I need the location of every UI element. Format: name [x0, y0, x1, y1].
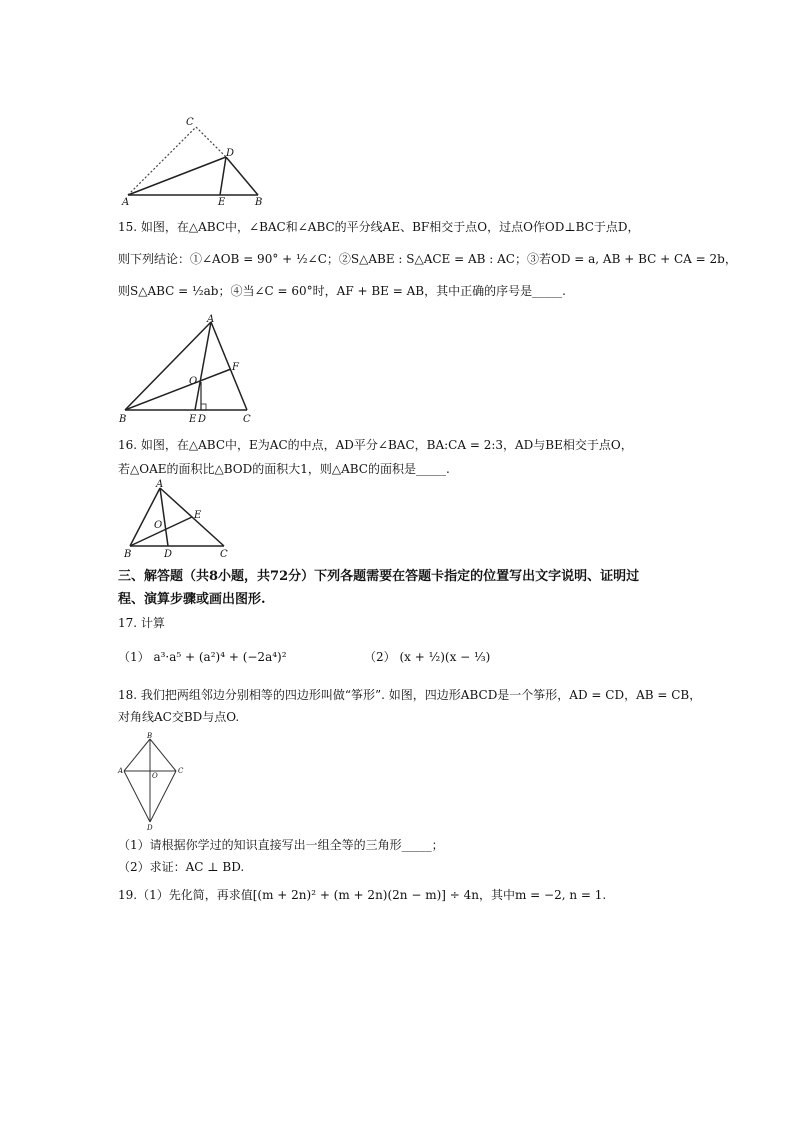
section-3-heading-line-2: 程、演算步骤或画出图形.	[118, 592, 266, 607]
q16-label-B: B	[124, 549, 132, 560]
figure-q15	[115, 314, 265, 426]
q18-line-2: 对角线AC交BD与点O.	[118, 710, 240, 724]
q17-title: 17. 计算	[118, 616, 165, 630]
q16-label-C: C	[220, 549, 228, 560]
q19-line-1: 19.（1）先化简，再求值[(m + 2n)² + (m + 2n)(2n − m)] ÷ 4n，其中m = −2, n = 1.	[118, 888, 607, 902]
label-D: D	[226, 148, 235, 159]
q15-label-D: D	[198, 414, 207, 425]
q18-label-C: C	[178, 767, 184, 775]
q18-sub-2: （2）求证：AC ⊥ BD.	[118, 860, 245, 874]
q16-label-D: D	[164, 549, 173, 560]
q16-label-E: E	[194, 510, 202, 521]
q17-part-1: （1） a³·a⁵ + (a²)⁴ + (−2a⁴)²	[118, 650, 287, 664]
q16-label-A: A	[156, 479, 164, 490]
label-E: E	[218, 197, 226, 208]
q18-label-D: D	[147, 824, 153, 832]
label-C: C	[186, 117, 194, 128]
q15-label-O: O	[189, 376, 198, 387]
q18-line-1: 18. 我们把两组邻边分别相等的四边形叫做“筝形”. 如图，四边形ABCD是一个筝形，AD = CD，AB = CB，	[118, 688, 702, 702]
q17-part-2: （2） (x + ½)(x − ⅓)	[364, 650, 491, 664]
q18-label-A: A	[118, 767, 124, 775]
q15-label-E: E	[189, 414, 197, 425]
q15-label-F: F	[232, 362, 239, 373]
q16-line-1: 16. 如图，在△ABC中，E为AC的中点，AD平分∠BAC，BA:CA = 2:3，AD与BE相交于点O，	[118, 438, 633, 452]
q15-line-1: 15. 如图，在△ABC中，∠BAC和∠ABC的平分线AE、BF相交于点O，过点O作OD⊥BC于点D，	[118, 220, 640, 234]
label-B: B	[255, 197, 263, 208]
q15-line-3: 则S△ABC = ½ab；④当∠C = 60°时，AF + BE = AB，其中正确的序号是_____.	[118, 284, 566, 298]
figure-q16	[120, 478, 240, 560]
q18-label-B: B	[147, 732, 153, 740]
q18-label-O: O	[152, 772, 158, 780]
q15-label-A: A	[207, 314, 215, 325]
figure-q14	[118, 112, 278, 208]
section-3-heading-line-1: 三、解答题（共8小题，共72分）下列各题需要在答题卡指定的位置写出文字说明、证明过	[118, 569, 640, 584]
label-A: A	[122, 197, 130, 208]
figure-q18	[116, 732, 188, 832]
q18-sub-1: （1）请根据你学过的知识直接写出一组全等的三角形_____；	[118, 838, 444, 852]
q15-label-C: C	[243, 414, 251, 425]
q16-line-2: 若△OAE的面积比△BOD的面积大1，则△ABC的面积是_____.	[118, 462, 450, 476]
q15-label-B: B	[119, 414, 127, 425]
q15-line-2: 则下列结论：①∠AOB = 90° + ½∠C；②S△ABE : S△ACE = AB : AC；③若OD = a, AB + BC + CA = 2b，	[118, 252, 737, 266]
q16-label-O: O	[154, 520, 163, 531]
